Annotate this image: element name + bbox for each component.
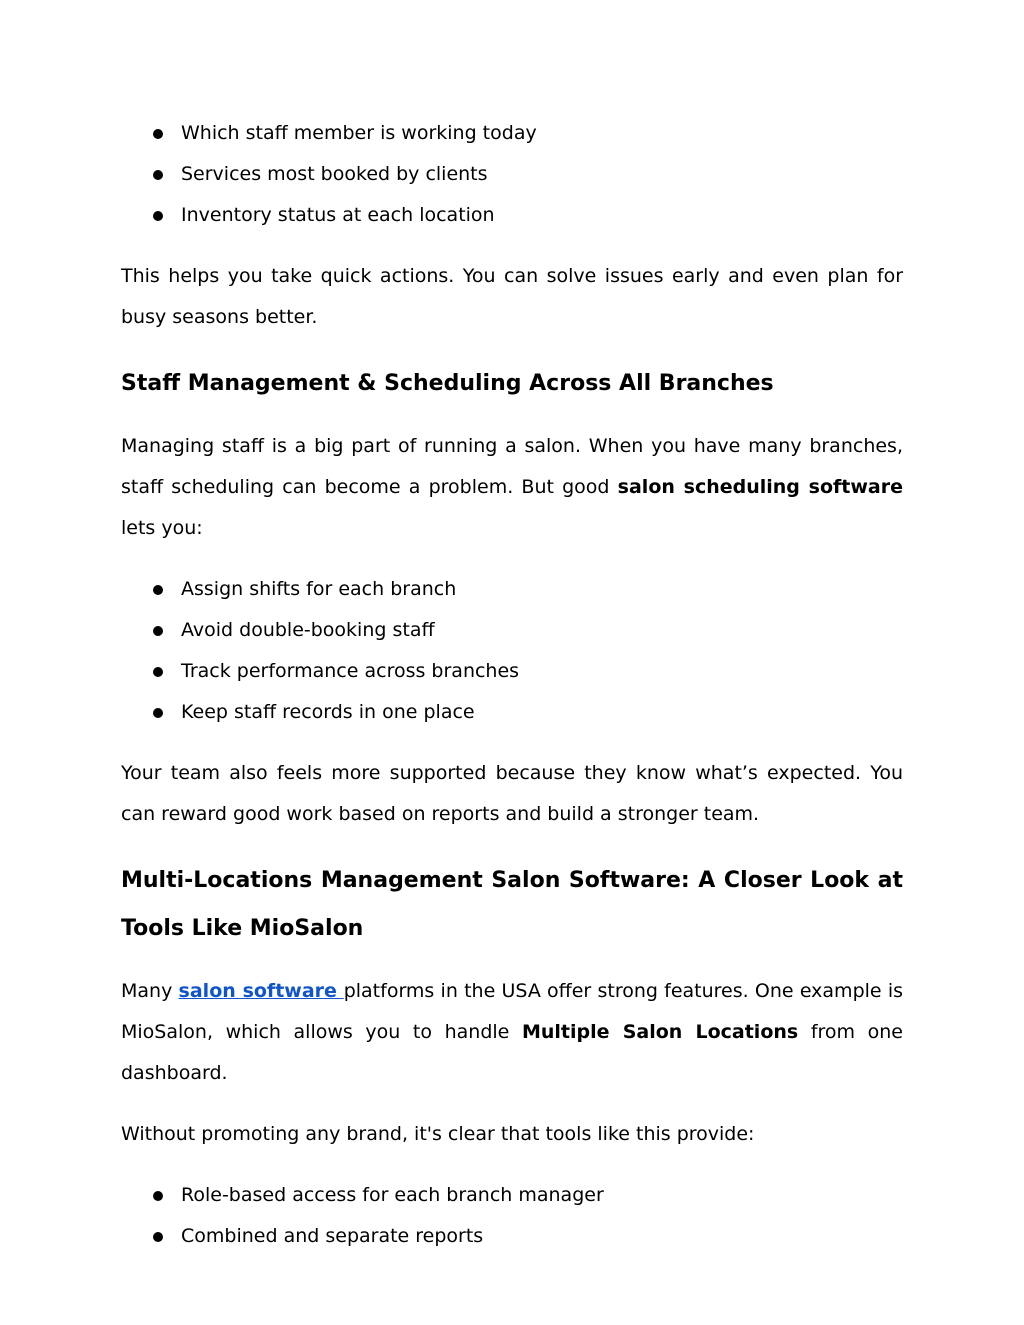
bullet-icon xyxy=(153,585,163,595)
section-heading-staff-management: Staff Management & Scheduling Across All Branches xyxy=(121,371,774,396)
paragraph-text: Managing staff is a big part of running a salon. When you have many branches, staff scheduling can become a problem. But good xyxy=(121,435,903,498)
list-item-text: Inventory status at each location xyxy=(181,204,495,226)
section-heading-multi-locations: Multi-Locations Management Salon Software: A Closer Look at Tools Like MioSalon xyxy=(121,868,903,941)
list-item xyxy=(121,195,903,236)
paragraph-managing-staff xyxy=(121,426,903,549)
list-item-text: Track performance across branches xyxy=(181,660,520,682)
list-item xyxy=(121,569,903,610)
bullet-icon xyxy=(153,170,163,180)
list-item xyxy=(121,651,903,692)
paragraph-text: platforms in the USA offer strong features. One example is MioSalon, which allows you to handle xyxy=(121,980,903,1043)
list-item xyxy=(121,1175,903,1216)
list-item-text: Services most booked by clients xyxy=(181,163,488,185)
bullet-list-tool-features xyxy=(121,1175,903,1257)
list-item xyxy=(121,1216,903,1257)
list-item-text: Which staff member is working today xyxy=(181,122,537,144)
list-item-text: Avoid double-booking staff xyxy=(181,619,435,641)
list-item-text: Combined and separate reports xyxy=(181,1225,484,1247)
paragraph-miosalon xyxy=(121,971,903,1094)
bullet-icon xyxy=(153,211,163,221)
paragraph-text: Many xyxy=(121,980,179,1002)
paragraph-quick-actions: This helps you take quick actions. You can solve issues early and even plan for busy seasons better. xyxy=(121,265,903,328)
salon-software-link[interactable]: salon software xyxy=(178,980,344,1002)
list-item xyxy=(121,610,903,651)
bold-term-multiple-salon-locations: Multiple Salon Locations xyxy=(521,1021,799,1043)
bullet-icon xyxy=(153,708,163,718)
list-item xyxy=(121,692,903,733)
list-item-text: Assign shifts for each branch xyxy=(181,578,457,600)
document-page xyxy=(121,113,903,1257)
list-item xyxy=(121,113,903,154)
list-item-text: Keep staff records in one place xyxy=(181,701,475,723)
bullet-list-scheduling-benefits xyxy=(121,569,903,733)
bullet-icon xyxy=(153,1191,163,1201)
bold-term-salon-scheduling-software: salon scheduling software xyxy=(617,476,903,498)
bullet-icon xyxy=(153,667,163,677)
bullet-icon xyxy=(153,1232,163,1242)
paragraph-team-support: Your team also feels more supported because they know what’s expected. You can reward good work based on reports and build a stronger team. xyxy=(121,762,903,825)
list-item-text: Role-based access for each branch manager xyxy=(181,1184,604,1206)
bullet-list-dashboard-items xyxy=(121,113,903,236)
list-item xyxy=(121,154,903,195)
paragraph-tools-provide: Without promoting any brand, it's clear that tools like this provide: xyxy=(121,1123,755,1145)
bullet-icon xyxy=(153,129,163,139)
paragraph-text: from one dashboard. xyxy=(121,1021,904,1084)
bullet-icon xyxy=(153,626,163,636)
paragraph-text: lets you: xyxy=(121,517,203,539)
